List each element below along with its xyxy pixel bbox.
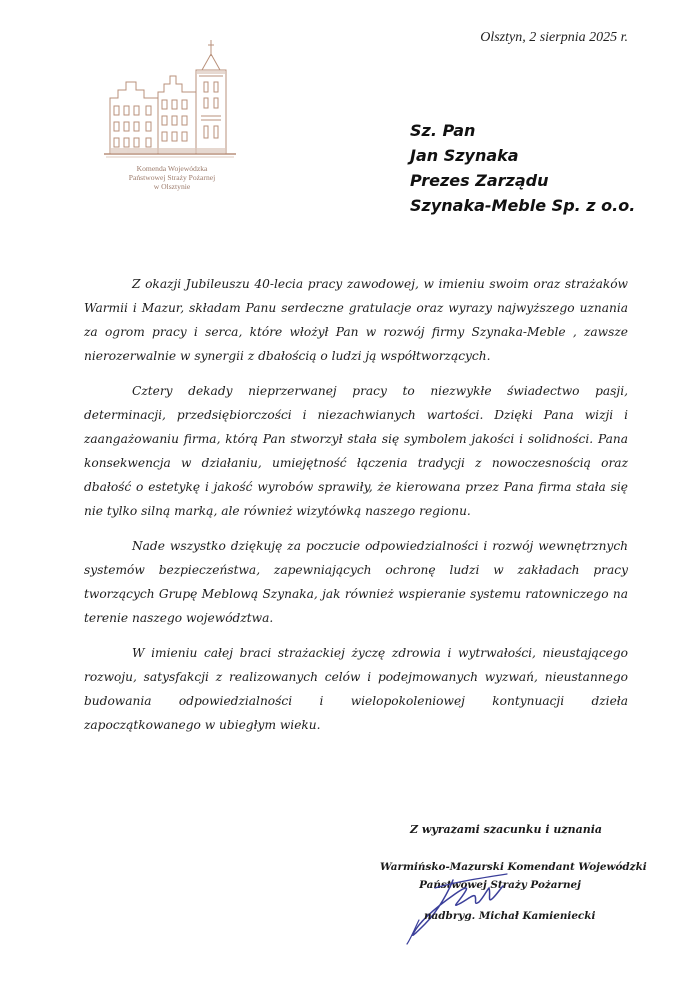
recipient-company: Szynaka-Meble Sp. z o.o. [410, 196, 636, 215]
handwritten-signature [395, 860, 525, 950]
recipient-salutation: Sz. Pan [410, 121, 476, 140]
body-paragraph: Nade wszystko dziękuję za poczucie odpowiedzialności i rozwój wewnętrznych systemów bezpieczeństwa, zapewniających ochronę ludzi w zakładach pracy tworzących Grupę Meblową Szynaka, jak również wspieranie systemu ratowniczego na terenie naszego województwa. [84, 539, 628, 625]
recipient-address [410, 118, 635, 218]
headquarters-logo [96, 36, 246, 206]
logo-caption-line: w Olsztynie [153, 182, 191, 191]
recipient-position: Prezes Zarządu [410, 171, 549, 190]
signatory-name: nadbryg. Michał Kamieniecki [424, 910, 596, 922]
logo-caption-line: Państwowej Straży Pożarnej [128, 173, 216, 182]
logo-caption-line: Komenda Wojewódzka [136, 164, 208, 173]
closing-phrase: Z wyrazami szacunku i uznania [410, 823, 603, 836]
logo-caption [104, 164, 240, 191]
signatory-title-line: Warmińsko-Mazurski Komendant Wojewódzki [380, 861, 647, 873]
building-emblem-icon [96, 36, 246, 166]
letter-body [84, 272, 628, 748]
body-paragraph: W imieniu całej braci strażackiej życzę zdrowia i wytrwałości, nieustającego rozwoju, satysfakcji z realizowanych celów i podejmowanych wyzwań, nieustannego budowania odpowiedzialności i wielopokoleniowej kontynuacji dzieła zapoczątkowanego w ubiegłym wieku. [84, 646, 628, 732]
body-paragraph: Z okazji Jubileuszu 40-lecia pracy zawodowej, w imieniu swoim oraz strażaków Warmii i Mazur, składam Panu serdeczne gratulacje oraz wyrazy najwyższego uznania za ogrom pracy i serca, które włożył Pan w rozwój firmy Szynaka-Meble , zawsze nierozerwalnie w synergii z dbałością o ludzi ją współtworzących. [84, 277, 628, 363]
recipient-name: Jan Szynaka [410, 146, 519, 165]
body-paragraph: Cztery dekady nieprzerwanej pracy to niezwykłe świadectwo pasji, determinacji, przedsiębiorczości i niezachwianych wartości. Dzięki Pana wizji i zaangażowaniu firma, którą Pan stworzył stała się symbolem jakości i solidności. Pana konsekwencja w działaniu, umiejętność łączenia tradycji z nowoczesnością oraz dbałość o estetykę i jakość wyrobów sprawiły, że kierowana przez Pana firma stała się nie tylko silną marką, ale również wizytówką naszego regionu. [84, 384, 628, 518]
signatory-title-line: Państwowej Straży Pożarnej [419, 879, 581, 891]
date-line: Olsztyn, 2 sierpnia 2025 r. [480, 30, 628, 45]
